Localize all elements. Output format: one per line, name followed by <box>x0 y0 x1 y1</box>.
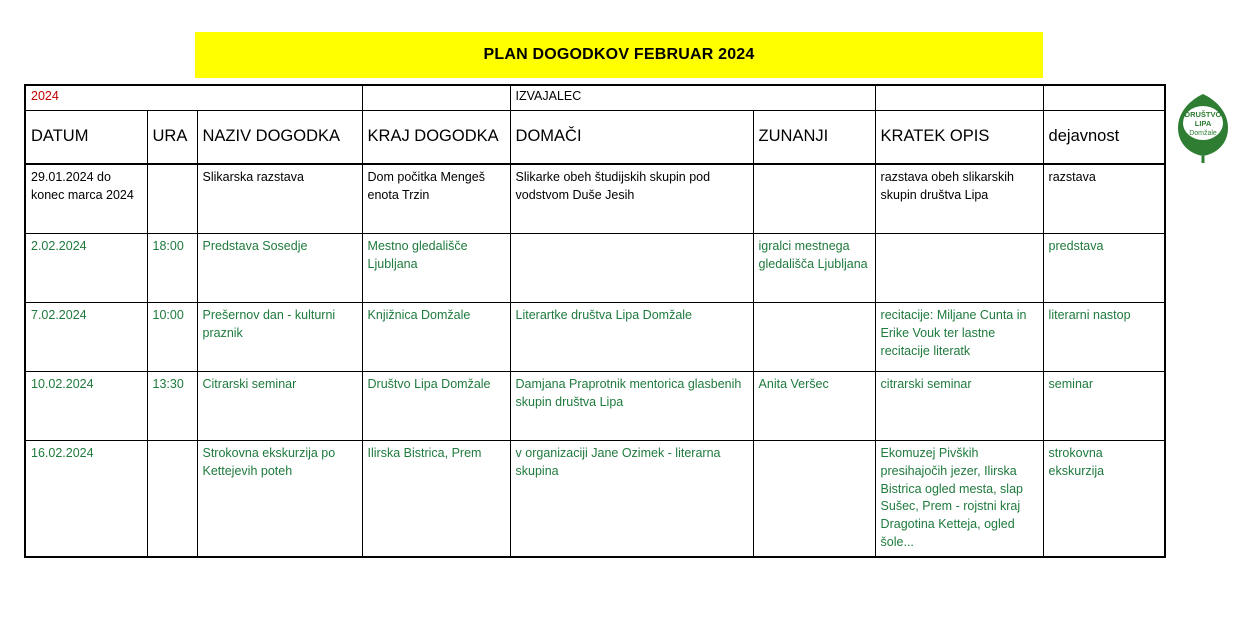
cell-kraj: Ilirska Bistrica, Prem <box>362 441 510 557</box>
table-row <box>25 372 1165 441</box>
cell-kraj: Knjižnica Domžale <box>362 303 510 372</box>
blank-band-cell-dejavnost <box>1043 85 1165 111</box>
cell-naziv: Predstava Sosedje <box>197 234 362 303</box>
column-header-kraj: KRAJ DOGODKA <box>362 111 510 165</box>
cell-opis <box>875 234 1043 303</box>
title-banner <box>195 32 1043 78</box>
logo-line1: DRUŠTVO <box>1184 110 1222 119</box>
column-header-zunanji: ZUNANJI <box>753 111 875 165</box>
cell-dejavnost: razstava <box>1043 164 1165 234</box>
table-row <box>25 303 1165 372</box>
cell-zunanji <box>753 164 875 234</box>
table-header-row <box>25 111 1165 165</box>
leaf-icon <box>1172 92 1234 164</box>
cell-domaci: v organizaciji Jane Ozimek - literarna skupina <box>510 441 753 557</box>
column-header-ura: URA <box>147 111 197 165</box>
plan-table <box>24 84 1166 558</box>
column-header-naziv: NAZIV DOGODKA <box>197 111 362 165</box>
cell-opis: recitacije: Miljane Cunta in Erike Vouk ter lastne recitacije literatk <box>875 303 1043 372</box>
blank-band-cell-opis <box>875 85 1043 111</box>
cell-zunanji: igralci mestnega gledališča Ljubljana <box>753 234 875 303</box>
cell-domaci: Literartke društva Lipa Domžale <box>510 303 753 372</box>
cell-naziv: Citrarski seminar <box>197 372 362 441</box>
table-row <box>25 164 1165 234</box>
table-row <box>25 234 1165 303</box>
cell-opis: Ekomuzej Pivških presihajočih jezer, Ilirska Bistrica ogled mesta, slap Sušec, Prem - rojstni kraj Dragotina Ketteja, ogled šole... <box>875 441 1043 557</box>
cell-naziv: Prešernov dan - kulturni praznik <box>197 303 362 372</box>
cell-dejavnost: literarni nastop <box>1043 303 1165 372</box>
cell-datum: 7.02.2024 <box>25 303 147 372</box>
cell-datum: 10.02.2024 <box>25 372 147 441</box>
cell-ura: 18:00 <box>147 234 197 303</box>
cell-zunanji <box>753 303 875 372</box>
izvajalec-group-header: IZVAJALEC <box>510 85 875 111</box>
cell-naziv: Strokovna ekskurzija po Kettejevih poteh <box>197 441 362 557</box>
logo-line3: Domžale <box>1189 130 1217 137</box>
year-label: 2024 <box>25 85 362 111</box>
cell-dejavnost: predstava <box>1043 234 1165 303</box>
cell-opis: razstava obeh slikarskih skupin društva Lipa <box>875 164 1043 234</box>
column-header-domaci: DOMAČI <box>510 111 753 165</box>
table-row <box>25 441 1165 557</box>
logo-line2: LIPA <box>1194 119 1212 128</box>
cell-zunanji <box>753 441 875 557</box>
cell-kraj: Dom počitka Mengeš enota Trzin <box>362 164 510 234</box>
cell-dejavnost: strokovna ekskurzija <box>1043 441 1165 557</box>
cell-domaci: Slikarke obeh študijskih skupin pod vodstvom Duše Jesih <box>510 164 753 234</box>
cell-domaci: Damjana Praprotnik mentorica glasbenih skupin društva Lipa <box>510 372 753 441</box>
cell-ura: 10:00 <box>147 303 197 372</box>
column-header-dejavnost: dejavnost <box>1043 111 1165 165</box>
cell-zunanji: Anita Veršec <box>753 372 875 441</box>
cell-kraj: Mestno gledališče Ljubljana <box>362 234 510 303</box>
table-band-row <box>25 85 1165 111</box>
cell-domaci <box>510 234 753 303</box>
cell-ura: 13:30 <box>147 372 197 441</box>
cell-datum: 29.01.2024 do konec marca 2024 <box>25 164 147 234</box>
plan-table-wrapper <box>24 84 1164 558</box>
cell-ura <box>147 164 197 234</box>
column-header-opis: KRATEK OPIS <box>875 111 1043 165</box>
cell-ura <box>147 441 197 557</box>
page-title: PLAN DOGODKOV FEBRUAR 2024 <box>483 46 755 63</box>
cell-datum: 2.02.2024 <box>25 234 147 303</box>
cell-opis: citrarski seminar <box>875 372 1043 441</box>
blank-band-cell <box>362 85 510 111</box>
cell-naziv: Slikarska razstava <box>197 164 362 234</box>
cell-datum: 16.02.2024 <box>25 441 147 557</box>
column-header-datum: DATUM <box>25 111 147 165</box>
cell-dejavnost: seminar <box>1043 372 1165 441</box>
drustvo-lipa-logo <box>1172 92 1234 164</box>
cell-kraj: Društvo Lipa Domžale <box>362 372 510 441</box>
